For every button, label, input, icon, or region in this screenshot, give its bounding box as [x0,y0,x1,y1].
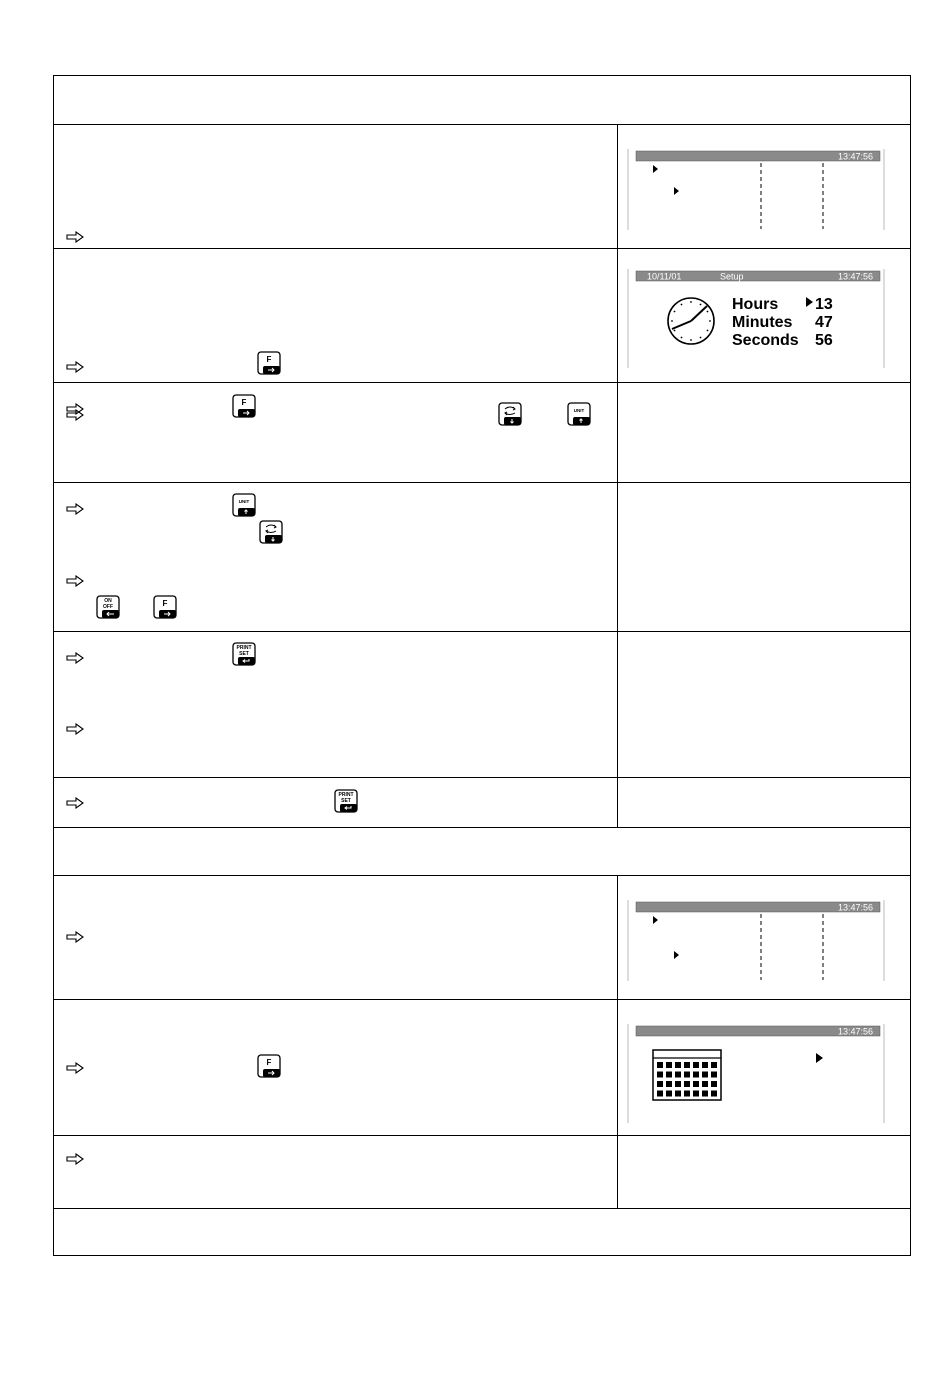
right-arrow-icon [66,1062,84,1074]
field-seconds-label: Seconds [732,332,799,349]
section-footer [54,1209,910,1257]
calendar-day-cell [666,1072,672,1078]
right-arrow-icon [66,503,84,515]
field-minutes-label: Minutes [732,314,793,331]
f-key-icon [257,1054,281,1078]
step-row [54,249,910,413]
selector-arrow-icon [806,297,813,307]
calendar-day-cell [657,1081,663,1087]
right-arrow-icon [66,1153,84,1165]
f-key-icon [257,351,281,375]
svg-text:UNIT: UNIT [238,499,250,504]
calendar-day-cell [657,1072,663,1078]
display-time: 13:47:56 [837,1026,873,1037]
display-time: 13:47:56 [837,151,873,162]
right-arrow-icon [66,361,84,373]
field-minutes-value: 47 [815,314,833,331]
clock-icon [668,298,714,344]
calendar-day-cell [693,1062,699,1068]
right-arrow-icon [66,931,84,943]
f-key-icon [232,394,256,418]
calendar-day-cell [693,1072,699,1078]
calendar-day-cell [657,1091,663,1097]
step-row [54,876,910,1000]
calendar-day-cell [666,1091,672,1097]
calendar-day-cell [675,1081,681,1087]
svg-text:SET: SET [341,798,351,804]
calendar-day-cell [702,1091,708,1097]
section-header-time [54,76,910,125]
right-arrow-icon [66,723,84,735]
calendar-display [627,1024,885,1124]
svg-text:OFF: OFF [103,604,113,610]
calendar-day-cell [657,1062,663,1068]
procedure-table [53,75,911,1256]
display-date: 10/11/01 [647,271,682,282]
right-arrow-icon [66,231,84,243]
svg-text:F: F [266,355,272,364]
calendar-day-cell [684,1062,690,1068]
step-row [54,383,910,483]
svg-text:ON: ON [104,598,112,604]
clock-setup-display [627,269,885,369]
svg-text:F: F [266,1058,272,1067]
field-hours-value: 13 [815,296,833,313]
svg-text:PRINT: PRINT [236,645,252,651]
calendar-day-cell [702,1081,708,1087]
calendar-day-cell [693,1091,699,1097]
right-arrow-icon [66,575,84,587]
svg-text:PRINT: PRINT [338,792,354,798]
print-set-key-icon [232,642,256,666]
calendar-day-cell [693,1081,699,1087]
menu-date-display [627,900,885,982]
calendar-day-cell [702,1062,708,1068]
display-title: Setup [720,271,744,282]
right-arrow-icon [66,652,84,664]
calendar-day-cell [684,1081,690,1087]
calendar-day-cell [684,1091,690,1097]
field-hours-label: Hours [732,296,779,313]
calendar-day-cell [702,1072,708,1078]
calendar-day-cell [684,1072,690,1078]
on-off-key-icon [96,595,120,619]
svg-text:F: F [162,599,168,608]
unit-key-icon [232,493,256,517]
display-time: 13:47:56 [837,271,873,282]
calendar-day-cell [675,1072,681,1078]
field-seconds-value: 56 [815,332,833,349]
right-arrow-icon [66,797,84,809]
menu-time-display [627,149,885,231]
calendar-icon [653,1050,721,1100]
calendar-day-cell [711,1091,717,1097]
calendar-day-cell [711,1081,717,1087]
section-header-date [54,828,910,876]
calendar-day-cell [666,1062,672,1068]
step-row [54,1136,910,1209]
step-row [54,1000,910,1136]
svg-text:SET: SET [239,651,249,657]
f-key-icon [153,595,177,619]
step-row [54,632,910,778]
svg-text:UNIT: UNIT [573,408,585,413]
tare-key-icon [259,520,283,544]
calendar-day-cell [675,1091,681,1097]
print-set-key-icon [334,789,358,813]
calendar-day-cell [666,1081,672,1087]
step-row [54,778,910,828]
svg-text:F: F [241,398,247,407]
right-arrow-icon [66,403,84,415]
step-row [54,125,910,249]
calendar-day-cell [711,1062,717,1068]
calendar-day-cell [675,1062,681,1068]
calendar-day-cell [711,1072,717,1078]
step-row [54,483,910,632]
display-time: 13:47:56 [837,902,873,913]
